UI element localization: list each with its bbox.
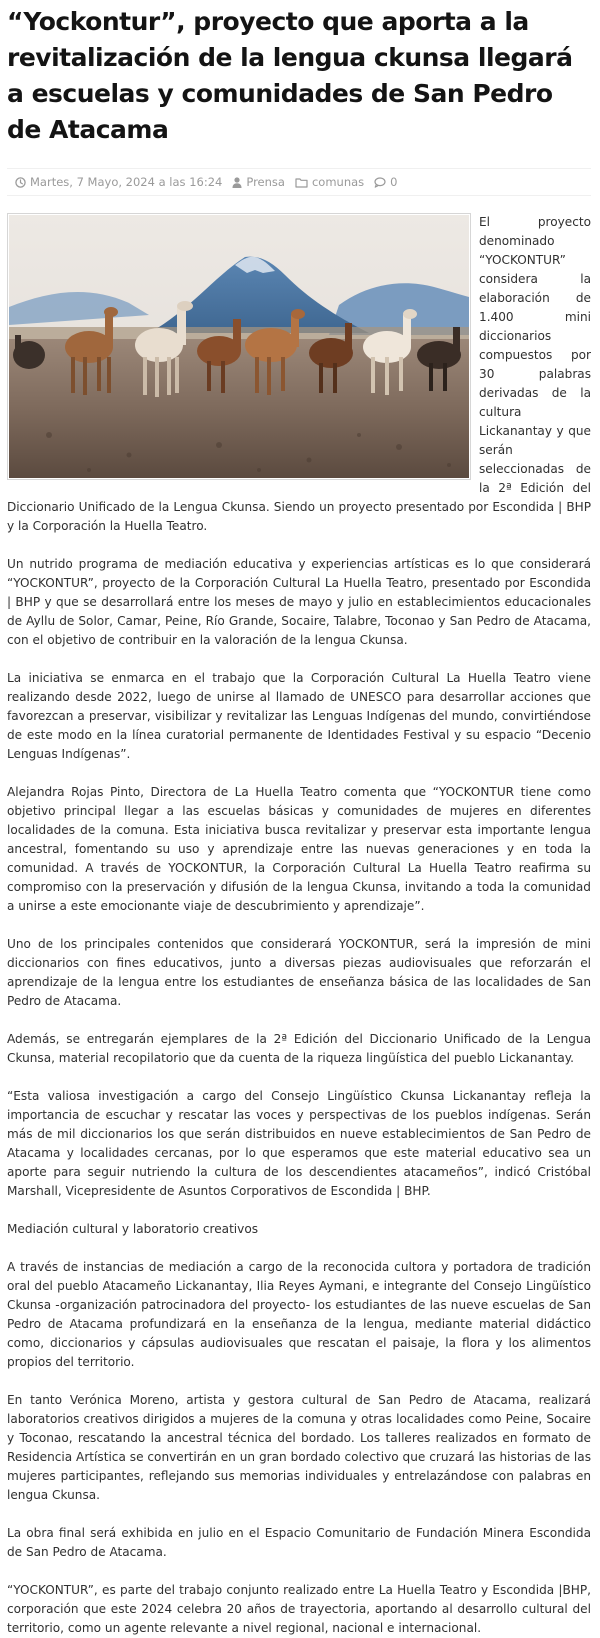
meta-date bbox=[15, 175, 222, 189]
meta-comments[interactable] bbox=[374, 175, 397, 189]
article bbox=[0, 4, 600, 1638]
meta-category[interactable] bbox=[295, 175, 364, 189]
paragraph-3: La iniciativa se enmarca en el trabajo que la Corporación Cultural La Huella Teatro viene realizando desde 2022, luego de unirse al llamado de UNESCO para desarrollar acciones que favorezcan a preservar, visibilizar y revitalizar las Lenguas Indígenas del mundo, convirtiéndose de este modo en la línea curatorial permanente de Identidades Festival y su espacio “Decenio Lenguas Indígenas”. bbox=[7, 671, 591, 761]
folder-icon bbox=[295, 177, 308, 188]
comment-icon bbox=[374, 177, 386, 188]
article-title: “Yockontur”, proyecto que aporta a la revitalización de la lengua ckunsa llegará a escuelas y comunidades de San Pedro de Atacama bbox=[7, 7, 573, 144]
paragraph-5: Uno de los principales contenidos que considerará YOCKONTUR, será la impresión de mini diccionarios con fines educativos, junto a diversas piezas audiovisuales que reforzarán el aprendizaje de la lengua entre los estudiantes de enseñanza básica de las localidades de San Pedro de Atacama. bbox=[7, 937, 591, 1008]
paragraph-6: Además, se entregarán ejemplares de la 2ª Edición del Diccionario Unificado de la Lengua Ckunsa, material recopilatorio que da cuenta de la riqueza lingüística del pueblo Lickanantay. bbox=[7, 1032, 591, 1065]
article-meta bbox=[7, 168, 591, 196]
meta-author-link[interactable]: Prensa bbox=[246, 175, 285, 189]
paragraph-9: En tanto Verónica Moreno, artista y gestora cultural de San Pedro de Atacama, realizará laboratorios creativos dirigidos a mujeres de la comuna y otras localidades como Peine, Socaire y Toconao, rescatando la ancestral técnica del bordado. Los talleres realizados en formato de Residencia Artística se convertirán en un gran bordado colectivo que cruzará las historias de las mujeres participantes, reflejando sus memorias individuales y entrelazándose con palabras en lengua Ckunsa. bbox=[7, 1393, 591, 1502]
article-body bbox=[7, 213, 591, 1638]
meta-author[interactable] bbox=[232, 175, 285, 189]
meta-category-link[interactable]: comunas bbox=[311, 175, 365, 189]
section-subheading: Mediación cultural y laboratorio creativos bbox=[7, 1222, 259, 1236]
user-icon bbox=[232, 177, 242, 188]
paragraph-7: “Esta valiosa investigación a cargo del Consejo Lingüístico Ckunsa Lickanantay refleja la importancia de escuchar y rescatar las voces y perspectivas de los pueblos indígenas. Serán más de mil diccionarios los que serán distribuidos en nueve establecimientos de San Pedro de Atacama y localidades cercanas, por lo que esperamos que este material educativo sea un aporte para seguir nutriendo la cultura de los descendientes atacameños”, indicó Cristóbal Marshall, Vicepresidente de Asuntos Corporativos de Escondida | BHP. bbox=[7, 1089, 591, 1198]
paragraph-4: Alejandra Rojas Pinto, Directora de La Huella Teatro comenta que “YOCKONTUR tiene como objetivo principal llegar a las escuelas básicas y comunidades de mujeres en diferentes localidades de la comuna. Esta iniciativa busca revitalizar y preservar esta importante lengua ancestral, fomentando su uso y aprendizaje entre las nuevas generaciones y en toda la comunidad. A través de YOCKONTUR, la Corporación Cultural La Huella Teatro reafirma su compromiso con la preservación y difusión de la lengua Ckunsa, invitando a toda la comunidad a unirse a este emocionante viaje de descubrimiento y aprendizaje”. bbox=[7, 785, 591, 913]
llamas-landscape-image bbox=[9, 215, 469, 478]
paragraph-8: A través de instancias de mediación a cargo de la reconocida cultora y portadora de tradición oral del pueblo Atacameño Lickanantay, Ilia Reyes Aymani, e integrante del Consejo Lingüístico Ckunsa -organización patrocinadora del proyecto- los estudiantes de las nueve escuelas de San Pedro de Atacama profundizará en la enseñanza de la lengua, mediante material didáctico como, diccionarios y cápsulas audiovisuales que rescatan el paisaje, la flora y los alimentos propios del territorio. bbox=[7, 1260, 591, 1369]
paragraph-11: “YOCKONTUR”, es parte del trabajo conjunto realizado entre La Huella Teatro y Escondida |BHP, corporación que este 2024 celebra 20 años de trayectoria, aportando al desarrollo cultural del territorio, como un agente relevante a nivel regional, nacional e internacional. bbox=[7, 1583, 591, 1635]
meta-date-text: Martes, 7 Mayo, 2024 a las 16:24 bbox=[30, 175, 223, 189]
hero-image bbox=[7, 213, 471, 480]
meta-comments-count[interactable]: 0 bbox=[390, 175, 398, 189]
paragraph-1: El proyecto denominado “YOCKONTUR” considera la elaboración de 1.400 mini diccionarios compuestos por 30 palabras derivadas de la cultura Lickanantay y que serán seleccionadas de la 2ª Edición del Diccionario Unificado de la Lengua Ckunsa. Siendo un proyecto presentado por Escondida | BHP y la Corporación la Huella Teatro. bbox=[7, 215, 591, 533]
paragraph-10: La obra final será exhibida en julio en el Espacio Comunitario de Fundación Minera Escondida de San Pedro de Atacama. bbox=[7, 1526, 591, 1559]
clock-icon bbox=[15, 177, 26, 188]
paragraph-2: Un nutrido programa de mediación educativa y experiencias artísticas es lo que considerará “YOCKONTUR”, proyecto de la Corporación Cultural La Huella Teatro, presentado por Escondida | BHP y que se desarrollará entre los meses de mayo y julio en establecimientos educacionales de Ayllu de Solor, Camar, Peine, Río Grande, Socaire, Talabre, Toconao y San Pedro de Atacama, con el objetivo de contribuir en la valoración de la lengua Ckunsa. bbox=[7, 557, 591, 647]
